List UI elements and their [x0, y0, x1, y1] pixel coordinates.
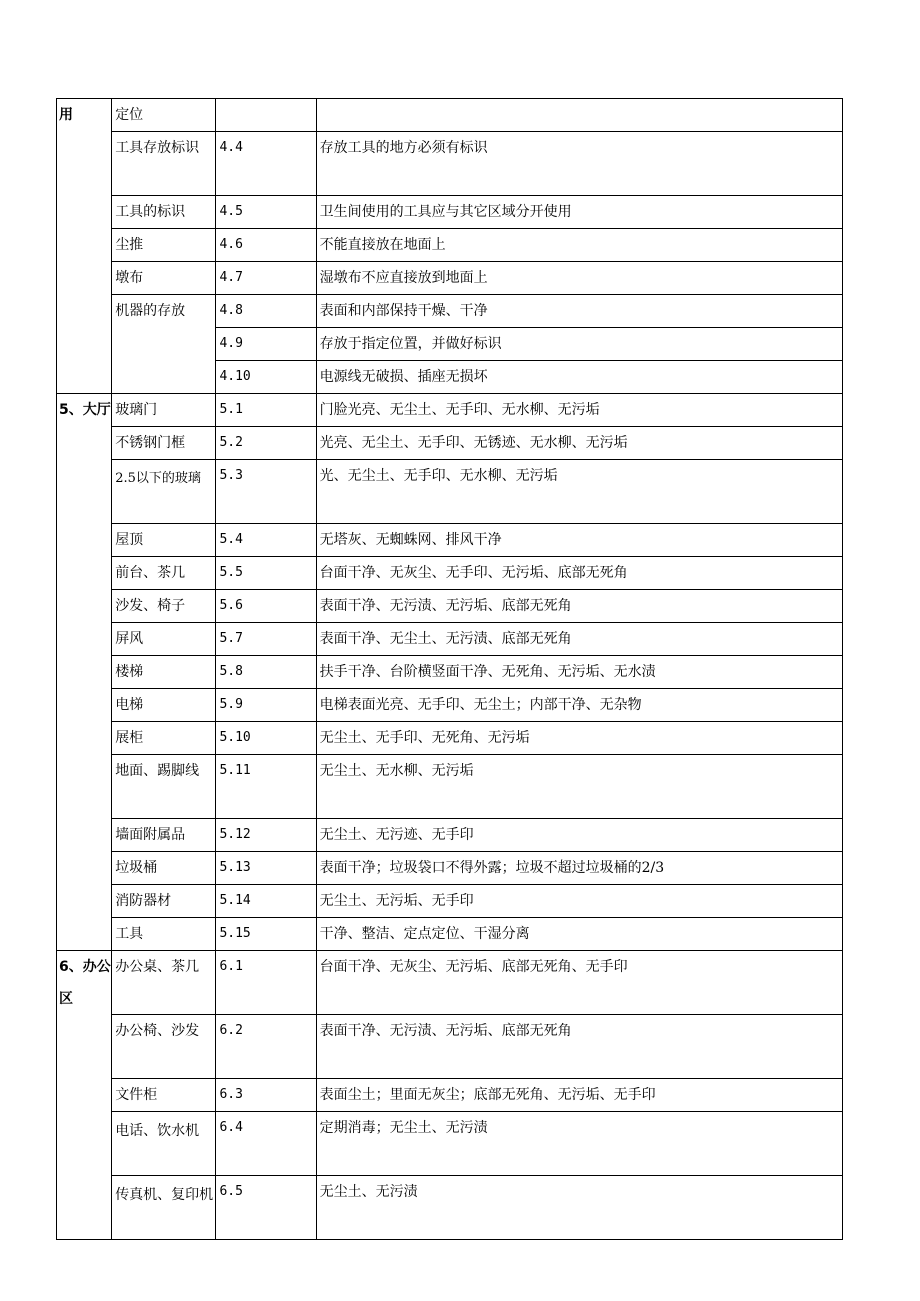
code-cell: 5.5: [216, 557, 316, 590]
item-cell: 2.5以下的玻璃: [112, 460, 216, 524]
table-row: [57, 557, 843, 590]
item-cell: 机器的存放: [112, 295, 216, 394]
table-row: [57, 524, 843, 557]
code-cell: [216, 99, 316, 132]
item-cell: 墩布: [112, 262, 216, 295]
code-cell: 5.15: [216, 918, 316, 951]
standard-cell: 电源线无破损、插座无损坏: [316, 361, 842, 394]
code-cell: 5.2: [216, 427, 316, 460]
standard-cell: 无尘土、无手印、无死角、无污垢: [316, 722, 842, 755]
section-label: 5、大厅: [57, 394, 112, 951]
table-row: [57, 1079, 843, 1112]
standard-cell: 光、无尘土、无手印、无水柳、无污垢: [316, 460, 842, 524]
table-row: [57, 819, 843, 852]
item-cell: 工具的标识: [112, 196, 216, 229]
table-row: [57, 623, 843, 656]
table-row: [57, 132, 843, 196]
code-cell: 4.8: [216, 295, 316, 328]
code-cell: 4.9: [216, 328, 316, 361]
code-cell: 5.12: [216, 819, 316, 852]
standard-cell: 存放于指定位置，并做好标识: [316, 328, 842, 361]
code-cell: 5.7: [216, 623, 316, 656]
section-label: 用: [57, 99, 112, 394]
item-cell: 地面、踢脚线: [112, 755, 216, 819]
code-cell: 5.4: [216, 524, 316, 557]
item-cell: 工具: [112, 918, 216, 951]
code-cell: 4.4: [216, 132, 316, 196]
code-cell: 5.13: [216, 852, 316, 885]
section-label: 6、办公区: [57, 951, 112, 1240]
table-row: [57, 722, 843, 755]
standard-cell: 定期消毒；无尘土、无污渍: [316, 1112, 842, 1176]
code-cell: 6.4: [216, 1112, 316, 1176]
table-row: [57, 99, 843, 132]
standard-cell: 无塔灰、无蜘蛛网、排风干净: [316, 524, 842, 557]
code-cell: 5.9: [216, 689, 316, 722]
standard-cell: 门脸光亮、无尘土、无手印、无水柳、无污垢: [316, 394, 842, 427]
standard-cell: 扶手干净、台阶横竖面干净、无死角、无污垢、无水渍: [316, 656, 842, 689]
standard-cell: 光亮、无尘土、无手印、无锈迹、无水柳、无污垢: [316, 427, 842, 460]
standard-cell: 台面干净、无灰尘、无手印、无污垢、底部无死角: [316, 557, 842, 590]
item-cell: 工具存放标识: [112, 132, 216, 196]
table-row: [57, 1176, 843, 1240]
code-cell: 4.10: [216, 361, 316, 394]
item-cell: 文件柜: [112, 1079, 216, 1112]
standard-cell: 表面尘土；里面无灰尘；底部无死角、无污垢、无手印: [316, 1079, 842, 1112]
item-cell: 楼梯: [112, 656, 216, 689]
table-row: [57, 1112, 843, 1176]
standard-cell: 表面干净、无污渍、无污垢、底部无死角: [316, 1015, 842, 1079]
code-cell: 5.1: [216, 394, 316, 427]
standard-cell: 无尘土、无污迹、无手印: [316, 819, 842, 852]
item-cell: 办公桌、茶几: [112, 951, 216, 1015]
code-cell: 5.11: [216, 755, 316, 819]
item-cell: 前台、茶几: [112, 557, 216, 590]
table-row: [57, 262, 843, 295]
code-cell: 5.8: [216, 656, 316, 689]
table-row: [57, 755, 843, 819]
table-row: [57, 1015, 843, 1079]
table-row: [57, 229, 843, 262]
code-cell: 5.10: [216, 722, 316, 755]
item-cell: 屏风: [112, 623, 216, 656]
standard-cell: 无尘土、无污渍: [316, 1176, 842, 1240]
item-cell: 墙面附属品: [112, 819, 216, 852]
table-row: [57, 852, 843, 885]
standard-cell: 表面干净、无尘土、无污渍、底部无死角: [316, 623, 842, 656]
item-cell: 沙发、椅子: [112, 590, 216, 623]
standard-cell: 表面干净；垃圾袋口不得外露；垃圾不超过垃圾桶的2/3: [316, 852, 842, 885]
standard-cell: 存放工具的地方必须有标识: [316, 132, 842, 196]
code-cell: 5.14: [216, 885, 316, 918]
table-row: [57, 295, 843, 328]
standard-cell: 干净、整洁、定点定位、干湿分离: [316, 918, 842, 951]
item-cell: 消防器材: [112, 885, 216, 918]
code-cell: 4.6: [216, 229, 316, 262]
table-row: [57, 394, 843, 427]
table-row: [57, 918, 843, 951]
standard-cell: 电梯表面光亮、无手印、无尘土；内部干净、无杂物: [316, 689, 842, 722]
table-row: [57, 951, 843, 1015]
standard-cell: [316, 99, 842, 132]
code-cell: 6.1: [216, 951, 316, 1015]
code-cell: 6.3: [216, 1079, 316, 1112]
item-cell: 定位: [112, 99, 216, 132]
item-cell: 屋顶: [112, 524, 216, 557]
item-cell: 电梯: [112, 689, 216, 722]
item-cell: 垃圾桶: [112, 852, 216, 885]
code-cell: 4.5: [216, 196, 316, 229]
standard-cell: 无尘土、无水柳、无污垢: [316, 755, 842, 819]
table-row: [57, 656, 843, 689]
standard-cell: 湿墩布不应直接放到地面上: [316, 262, 842, 295]
item-cell: 不锈钢门框: [112, 427, 216, 460]
standard-cell: 不能直接放在地面上: [316, 229, 842, 262]
table-row: [57, 427, 843, 460]
code-cell: 6.2: [216, 1015, 316, 1079]
standard-cell: 无尘土、无污垢、无手印: [316, 885, 842, 918]
code-cell: 4.7: [216, 262, 316, 295]
standard-cell: 表面和内部保持干燥、干净: [316, 295, 842, 328]
item-cell: 传真机、复印机: [112, 1176, 216, 1240]
table-row: [57, 460, 843, 524]
cleaning-standards-table: [56, 98, 843, 1240]
item-cell: 电话、饮水机: [112, 1112, 216, 1176]
code-cell: 6.5: [216, 1176, 316, 1240]
standard-cell: 台面干净、无灰尘、无污垢、底部无死角、无手印: [316, 951, 842, 1015]
item-cell: 展柜: [112, 722, 216, 755]
item-cell: 办公椅、沙发: [112, 1015, 216, 1079]
table-row: [57, 590, 843, 623]
item-cell: 玻璃门: [112, 394, 216, 427]
code-cell: 5.6: [216, 590, 316, 623]
table-row: [57, 885, 843, 918]
table-row: [57, 196, 843, 229]
item-cell: 尘推: [112, 229, 216, 262]
standard-cell: 卫生间使用的工具应与其它区域分开使用: [316, 196, 842, 229]
table-row: [57, 689, 843, 722]
standard-cell: 表面干净、无污渍、无污垢、底部无死角: [316, 590, 842, 623]
code-cell: 5.3: [216, 460, 316, 524]
